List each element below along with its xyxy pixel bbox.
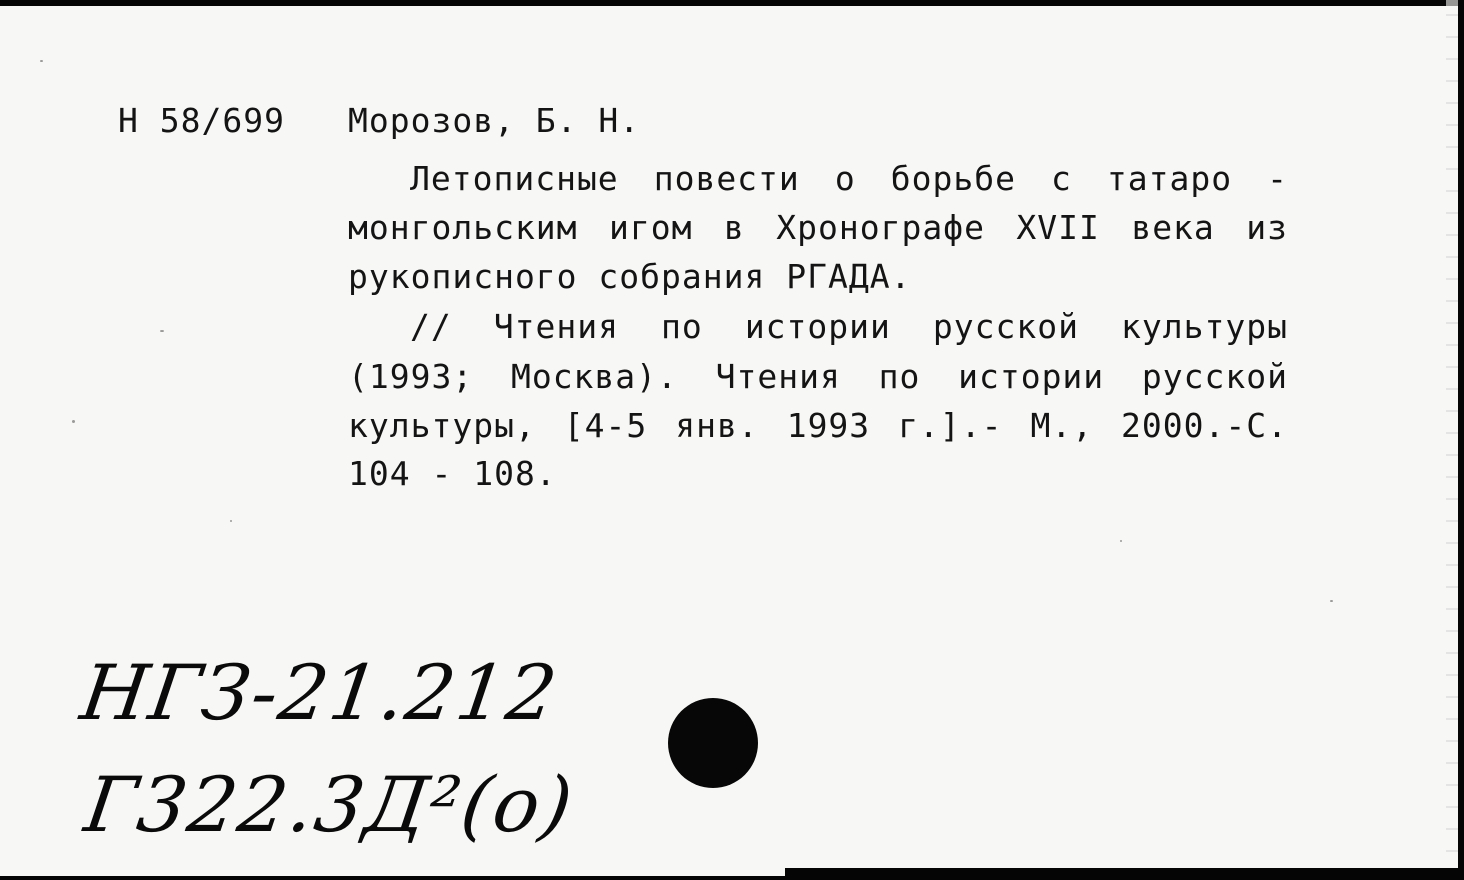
scan-speck [1330, 600, 1333, 602]
source-line-2: (1993; Москва). Чтения по истории русской [348, 357, 1288, 396]
scan-edge-strip [1446, 0, 1458, 880]
source-line-1: // Чтения по истории русской культуры [410, 307, 1288, 346]
title-line-2: монгольским игом в Хронографе XVII века из [348, 208, 1288, 247]
source-line-4: 104 - 108. [348, 454, 557, 493]
scan-border-bottom-right [785, 868, 1464, 880]
author-heading: Морозов, Б. Н. [348, 101, 641, 140]
scan-speck [160, 330, 164, 332]
scan-speck [230, 520, 232, 522]
scan-speck [40, 60, 43, 62]
scan-border-right [1458, 0, 1464, 880]
title-line-3: рукописного собрания РГАДА. [348, 257, 912, 296]
scan-speck [72, 420, 75, 423]
punch-hole [668, 698, 758, 788]
source-line-3: культуры, [4-5 янв. 1993 г.].- М., 2000.-С. [348, 406, 1288, 445]
scan-border-top [0, 0, 1464, 6]
handwritten-code-2: Г322.3Д²(о) [79, 760, 580, 849]
handwritten-code-1: НГЗ-21.212 [75, 648, 564, 737]
shelfmark: Н 58/699 [118, 101, 285, 140]
scan-speck [1120, 540, 1122, 542]
title-line-1: Летописные повести о борьбе с татаро - [410, 159, 1288, 198]
